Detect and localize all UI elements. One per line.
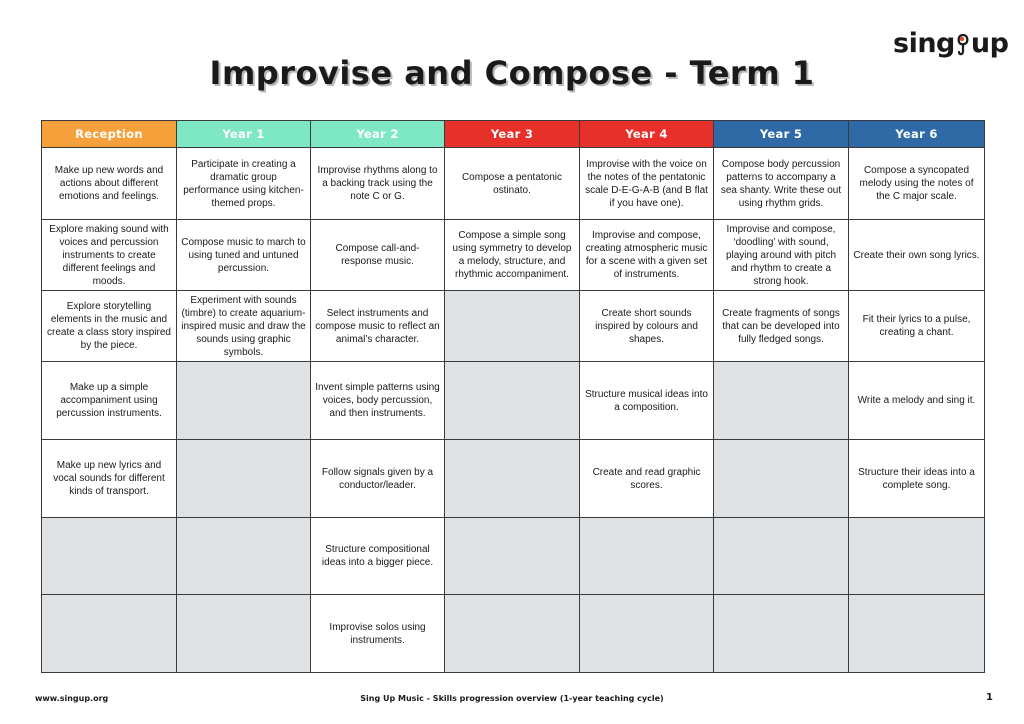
empty-cell [714, 440, 849, 518]
table-cell: Experiment with sounds (timbre) to create aquarium-inspired music and draw the sounds using graphic symbols. [177, 291, 311, 362]
table-cell: Compose a syncopated melody using the notes of the C major scale. [849, 148, 985, 220]
table-row [42, 220, 985, 291]
table-cell: Follow signals given by a conductor/leader. [311, 440, 445, 518]
empty-cell [177, 595, 311, 673]
table-cell: Write a melody and sing it. [849, 362, 985, 440]
header-year-2: Year 2 [311, 121, 445, 148]
table-cell: Make up a simple accompaniment using percussion instruments. [42, 362, 177, 440]
table-cell: Compose music to march to using tuned and untuned percussion. [177, 220, 311, 291]
empty-cell [445, 291, 580, 362]
table-row [42, 440, 985, 518]
table-cell: Make up new lyrics and vocal sounds for different kinds of transport. [42, 440, 177, 518]
table-cell: Structure their ideas into a complete song. [849, 440, 985, 518]
table-cell: Improvise and compose, ‘doodling’ with sound, playing around with pitch and rhythm to create a strong hook. [714, 220, 849, 291]
empty-cell [445, 362, 580, 440]
table-cell: Invent simple patterns using voices, body percussion, and then instruments. [311, 362, 445, 440]
header-year-6: Year 6 [849, 121, 985, 148]
table-row [42, 595, 985, 673]
table-cell: Compose a simple song using symmetry to develop a melody, structure, and rhythmic accompaniment. [445, 220, 580, 291]
table-cell: Structure compositional ideas into a bigger piece. [311, 518, 445, 595]
table-row [42, 291, 985, 362]
table-cell: Fit their lyrics to a pulse, creating a chant. [849, 291, 985, 362]
logo-text-sing: sing [893, 28, 955, 59]
table-cell: Explore making sound with voices and percussion instruments to create different feelings and moods. [42, 220, 177, 291]
page-title: Improvise and Compose - Term 1 [209, 54, 815, 92]
table-row [42, 148, 985, 220]
table-row [42, 362, 985, 440]
empty-cell [177, 518, 311, 595]
table-cell: Structure musical ideas into a composition. [580, 362, 714, 440]
table-cell: Compose call-and-response music. [311, 220, 445, 291]
table-cell: Explore storytelling elements in the music and create a class story inspired by the piece. [42, 291, 177, 362]
header-year-3: Year 3 [445, 121, 580, 148]
header-row [42, 121, 985, 148]
header-year-1: Year 1 [177, 121, 311, 148]
empty-cell [849, 595, 985, 673]
table-cell: Create and read graphic scores. [580, 440, 714, 518]
table-cell: Improvise and compose, creating atmospheric music for a scene with a given set of instruments. [580, 220, 714, 291]
empty-cell [177, 440, 311, 518]
empty-cell [42, 595, 177, 673]
empty-cell [445, 440, 580, 518]
table-cell: Participate in creating a dramatic group performance using kitchen-themed props. [177, 148, 311, 220]
table-row [42, 518, 985, 595]
empty-cell [445, 595, 580, 673]
footer-website: www.singup.org [35, 694, 109, 703]
empty-cell [580, 518, 714, 595]
table-cell: Improvise rhythms along to a backing track using the note C or G. [311, 148, 445, 220]
empty-cell [42, 518, 177, 595]
empty-cell [849, 518, 985, 595]
table-cell: Select instruments and compose music to reflect an animal’s character. [311, 291, 445, 362]
table-cell: Compose a pentatonic ostinato. [445, 148, 580, 220]
header-reception: Reception [42, 121, 177, 148]
empty-cell [714, 518, 849, 595]
logo-text-up: up [970, 28, 1009, 59]
footer-description: Sing Up Music - Skills progression overview (1-year teaching cycle) [360, 694, 664, 703]
header-year-5: Year 5 [714, 121, 849, 148]
skills-table [41, 120, 985, 673]
table-cell: Compose body percussion patterns to accompany a sea shanty. Write these out using rhythm grids. [714, 148, 849, 220]
empty-cell [445, 518, 580, 595]
table-cell: Make up new words and actions about different emotions and feelings. [42, 148, 177, 220]
table-cell: Create short sounds inspired by colours and shapes. [580, 291, 714, 362]
empty-cell [580, 595, 714, 673]
table-cell: Create their own song lyrics. [849, 220, 985, 291]
table-cell: Create fragments of songs that can be developed into fully fledged songs. [714, 291, 849, 362]
empty-cell [714, 595, 849, 673]
header-year-4: Year 4 [580, 121, 714, 148]
empty-cell [177, 362, 311, 440]
page-number: 1 [986, 692, 993, 703]
empty-cell [714, 362, 849, 440]
table-cell: Improvise with the voice on the notes of the pentatonic scale D-E-G-A-B (and B flat if you have one). [580, 148, 714, 220]
table-cell: Improvise solos using instruments. [311, 595, 445, 673]
